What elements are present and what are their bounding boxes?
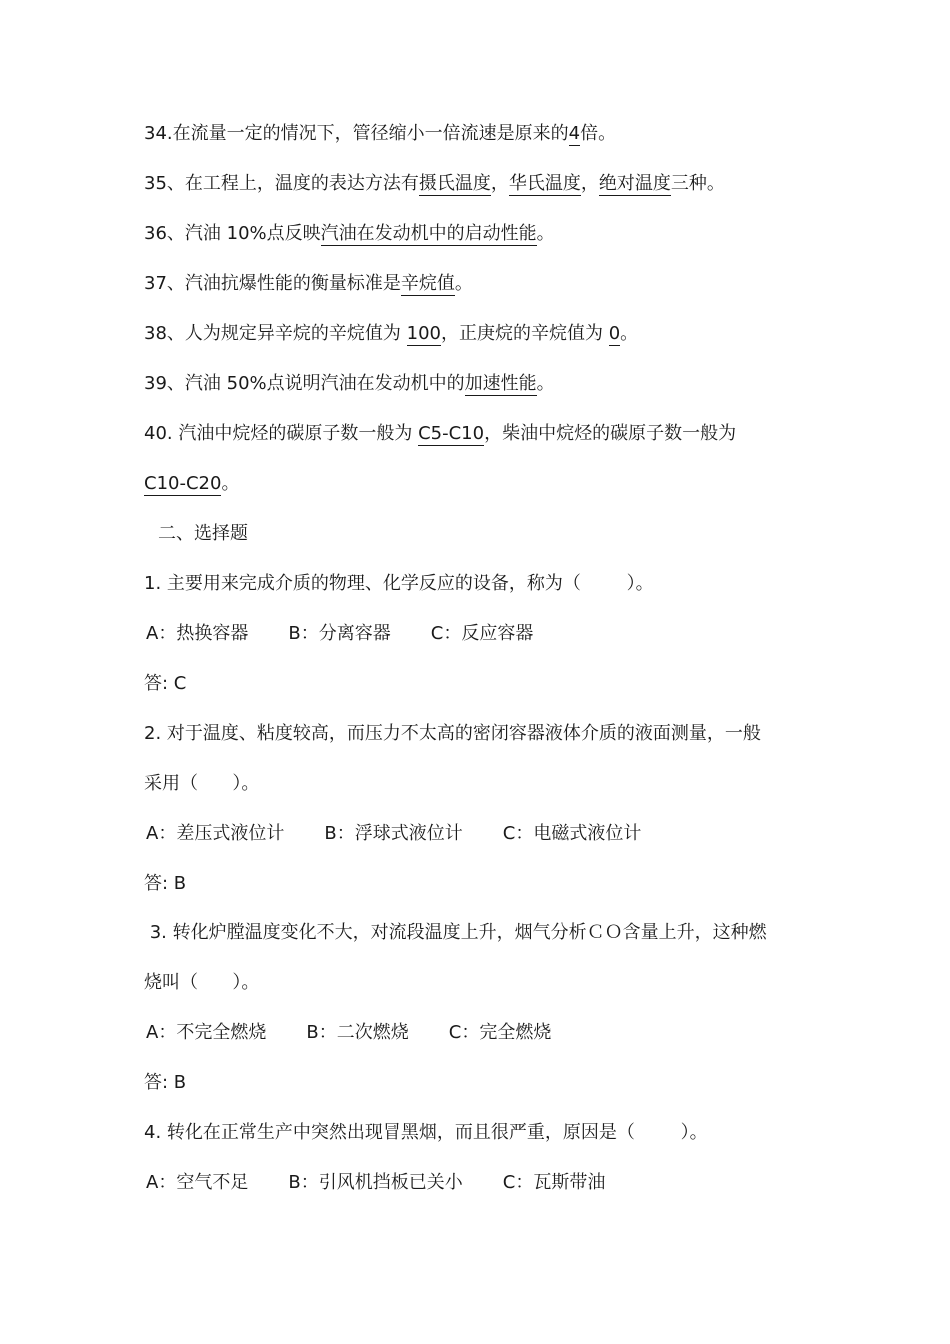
text-segment: 。 xyxy=(536,373,555,394)
section-title: 二、选择题 xyxy=(158,523,248,544)
question-3-text: 3. 转化炉膛温度变化不大，对流段温度上升，烟气分析ＣＯ含量上升，这种燃 xyxy=(144,922,767,943)
question-3-options: A：不完全燃烧 B：二次燃烧 C：完全燃烧 xyxy=(146,1022,552,1043)
text-segment: 。 xyxy=(536,223,555,244)
question-2-answer: 答: B xyxy=(144,873,187,894)
text-segment: 40. 汽油中烷烃的碳原子数一般为 xyxy=(144,423,419,444)
text-segment: 三种。 xyxy=(670,173,725,194)
question-3-text-cont: 烧叫（ ）。 xyxy=(144,972,260,993)
text-segment: 37、汽油抗爆性能的衡量标准是 xyxy=(144,273,401,294)
question-3-answer: 答: B xyxy=(144,1072,187,1093)
underlined-answer: 加速性能 xyxy=(464,373,537,394)
text-segment: 倍。 xyxy=(580,123,617,144)
underlined-answer: 汽油在发动机中的启动性能 xyxy=(320,223,537,244)
question-4-text: 4. 转化在正常生产中突然出现冒黑烟，而且很严重，原因是（ ）。 xyxy=(144,1122,708,1143)
text-segment: 。 xyxy=(620,323,639,344)
question-1-text: 1. 主要用来完成介质的物理、化学反应的设备，称为（ ）。 xyxy=(144,573,654,594)
underlined-answer: C10-C20 xyxy=(144,473,222,494)
underlined-answer: 4 xyxy=(568,123,581,144)
underlined-answer: 摄氏温度 xyxy=(418,173,491,194)
underlined-answer: 0 xyxy=(608,323,621,344)
text-segment: 。 xyxy=(454,273,473,294)
text-segment: ，柴油中烷烃的碳原子数一般为 xyxy=(484,423,737,444)
fill-in-38 xyxy=(144,322,638,348)
question-2-text: 2. 对于温度、粘度较高，而压力不太高的密闭容器液体介质的液面测量，一般 xyxy=(144,723,761,744)
text-segment: ，正庚烷的辛烷值为 xyxy=(440,323,609,344)
text-segment: ， xyxy=(490,173,509,194)
text-segment: 38、人为规定异辛烷的辛烷值为 xyxy=(144,323,407,344)
fill-in-39 xyxy=(144,372,555,398)
question-4-options: A：空气不足 B：引风机挡板已关小 C：瓦斯带油 xyxy=(146,1172,606,1193)
underlined-answer: 绝对温度 xyxy=(598,173,671,194)
question-2-text-cont: 采用（ ）。 xyxy=(144,773,260,794)
fill-in-37 xyxy=(144,272,473,298)
text-segment: 。 xyxy=(221,473,240,494)
fill-in-35 xyxy=(144,172,725,198)
question-1-options: A：热换容器 B：分离容器 C：反应容器 xyxy=(146,623,534,644)
text-segment: 39、汽油 50%点说明汽油在发动机中的 xyxy=(144,373,465,394)
underlined-answer: C5-C10 xyxy=(418,423,485,444)
text-segment: 36、汽油 10%点反映 xyxy=(144,223,321,244)
underlined-answer: 100 xyxy=(406,323,441,344)
text-segment: ， xyxy=(580,173,599,194)
fill-in-34 xyxy=(144,122,616,148)
fill-in-40 xyxy=(144,422,736,448)
fill-in-36 xyxy=(144,222,555,248)
question-1-answer: 答: C xyxy=(144,673,187,694)
underlined-answer: 辛烷值 xyxy=(400,273,455,294)
fill-in-40-cont xyxy=(144,472,239,498)
text-segment: 34.在流量一定的情况下，管径缩小一倍流速是原来的 xyxy=(144,123,569,144)
text-segment: 35、在工程上，温度的表达方法有 xyxy=(144,173,419,194)
underlined-answer: 华氏温度 xyxy=(508,173,581,194)
question-2-options: A：差压式液位计 B：浮球式液位计 C：电磁式液位计 xyxy=(146,823,642,844)
